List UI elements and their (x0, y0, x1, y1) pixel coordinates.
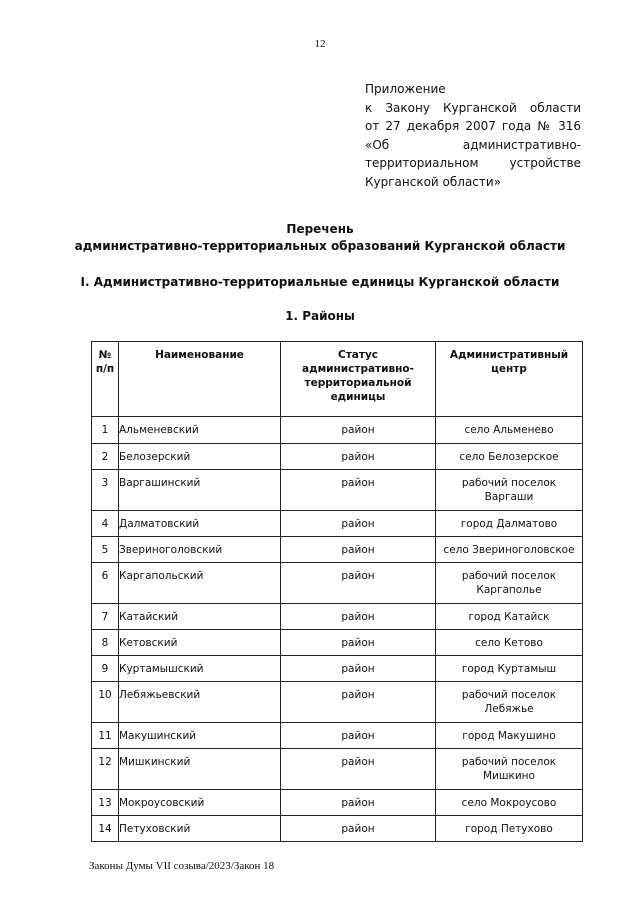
appendix-line: от 27 декабря 2007 года № 316 (365, 119, 581, 133)
row-status: район (281, 470, 436, 511)
appendix-line: «Об административно- (365, 137, 581, 152)
table-row (92, 749, 583, 790)
appendix-line: к Закону Курганской области (365, 100, 581, 115)
row-center: город Куртамыш (436, 656, 583, 682)
row-num: 6 (92, 563, 119, 604)
document-subtitle: административно-территориальных образований Курганской области (74, 239, 566, 253)
row-center: рабочий поселок Мишкино (436, 749, 583, 790)
section-heading: I. Административно-территориальные единицы Курганской области (80, 275, 560, 289)
row-status: район (281, 723, 436, 749)
row-name: Куртамышский (119, 656, 281, 682)
row-name: Катайский (119, 604, 281, 630)
row-center: город Далматово (436, 511, 583, 537)
row-num: 3 (92, 470, 119, 511)
row-status: район (281, 511, 436, 537)
table-row (92, 444, 583, 470)
row-status: район (281, 790, 436, 816)
row-status: район (281, 682, 436, 723)
header-num: № п/п (92, 342, 119, 417)
table-row (92, 656, 583, 682)
row-center: рабочий поселок Каргаполье (436, 563, 583, 604)
appendix-line: Приложение (365, 82, 446, 96)
row-status: район (281, 537, 436, 563)
table-row (92, 630, 583, 656)
row-num: 7 (92, 604, 119, 630)
row-num: 2 (92, 444, 119, 470)
row-num: 5 (92, 537, 119, 563)
table-header-row (92, 342, 583, 417)
row-name: Белозерский (119, 444, 281, 470)
row-status: район (281, 749, 436, 790)
document-title: Перечень (286, 222, 354, 236)
table-row (92, 682, 583, 723)
header-status: Статус административно-территориальной единицы (281, 342, 436, 417)
row-status: район (281, 816, 436, 842)
row-center: село Белозерское (436, 444, 583, 470)
row-status: район (281, 604, 436, 630)
row-num: 14 (92, 816, 119, 842)
table-row (92, 816, 583, 842)
row-status: район (281, 563, 436, 604)
appendix-block (365, 80, 581, 191)
row-center: село Звериноголовское (436, 537, 583, 563)
table-row (92, 417, 583, 444)
row-center: рабочий поселок Лебяжье (436, 682, 583, 723)
row-name: Мокроусовский (119, 790, 281, 816)
row-num: 8 (92, 630, 119, 656)
row-name: Лебяжьевский (119, 682, 281, 723)
row-name: Варгашинский (119, 470, 281, 511)
subsection-heading: 1. Районы (285, 309, 355, 323)
row-status: район (281, 656, 436, 682)
row-center: село Альменево (436, 417, 583, 444)
row-status: район (281, 630, 436, 656)
row-name: Кетовский (119, 630, 281, 656)
row-status: район (281, 417, 436, 444)
table-row (92, 537, 583, 563)
row-num: 11 (92, 723, 119, 749)
appendix-line: Курганской области» (365, 174, 502, 189)
table-row (92, 604, 583, 630)
row-name: Каргапольский (119, 563, 281, 604)
regions-table (91, 341, 583, 842)
row-name: Альменевский (119, 417, 281, 444)
row-name: Макушинский (119, 723, 281, 749)
table-row (92, 790, 583, 816)
row-num: 12 (92, 749, 119, 790)
table-row (92, 470, 583, 511)
table-row (92, 723, 583, 749)
row-center: город Катайск (436, 604, 583, 630)
row-name: Далматовский (119, 511, 281, 537)
row-center: село Кетово (436, 630, 583, 656)
page-footer: Законы Думы VII созыва/2023/Закон 18 (89, 860, 275, 872)
row-name: Звериноголовский (119, 537, 281, 563)
row-status: район (281, 444, 436, 470)
table-row (92, 511, 583, 537)
header-center: Административный центр (436, 342, 583, 417)
row-num: 13 (92, 790, 119, 816)
page-number: 12 (314, 38, 326, 50)
row-center: село Мокроусово (436, 790, 583, 816)
row-center: город Петухово (436, 816, 583, 842)
row-num: 9 (92, 656, 119, 682)
row-name: Петуховский (119, 816, 281, 842)
row-center: рабочий поселок Варгаши (436, 470, 583, 511)
row-num: 10 (92, 682, 119, 723)
table-row (92, 563, 583, 604)
row-name: Мишкинский (119, 749, 281, 790)
row-center: город Макушино (436, 723, 583, 749)
appendix-line: территориальном устройстве (365, 156, 581, 170)
row-num: 1 (92, 417, 119, 444)
row-num: 4 (92, 511, 119, 537)
header-name: Наименование (119, 342, 281, 417)
